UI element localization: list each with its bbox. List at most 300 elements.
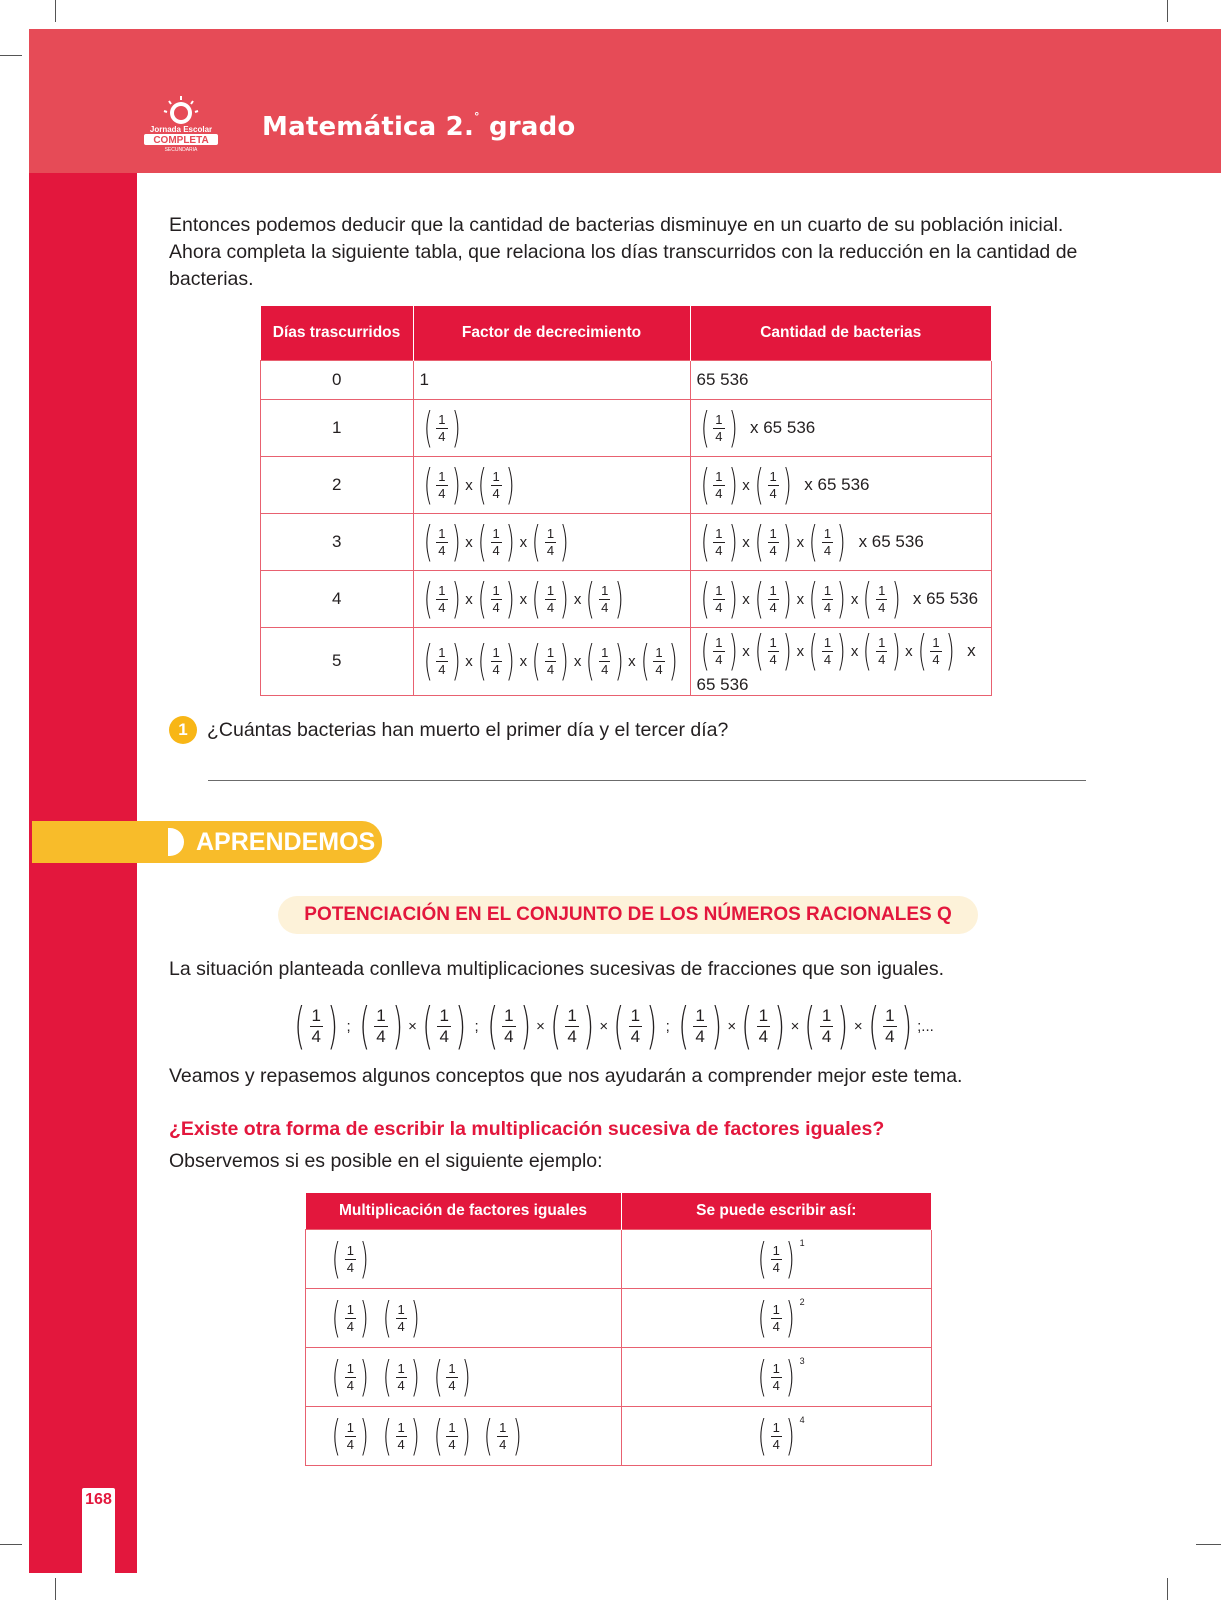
day-cell: 0 (261, 361, 414, 400)
page-title: Matemática 2.° grado (262, 110, 576, 142)
fraction (713, 469, 725, 502)
fraction-one-quarter (805, 628, 850, 674)
times-sign: x (573, 652, 582, 670)
numerator: 1 (769, 468, 777, 484)
left-paren: ( (423, 517, 433, 566)
multiplier-text: x 65 536 (908, 589, 979, 608)
fraction (770, 1361, 782, 1394)
fraction-one-quarter (754, 1295, 799, 1341)
fraction (713, 412, 725, 445)
multiplication-cell (306, 1407, 622, 1466)
right-paren: ) (360, 1234, 370, 1283)
fraction (544, 583, 556, 616)
left-paren: ( (640, 636, 650, 686)
fraction-chain (328, 1411, 531, 1460)
logo-icon (140, 94, 222, 154)
fraction-one-quarter (859, 628, 904, 674)
fraction-one-quarter (754, 1236, 799, 1282)
denominator: 4 (499, 1436, 507, 1452)
denominator: 4 (769, 485, 777, 501)
fraction (767, 635, 779, 668)
fraction-one-quarter (751, 462, 796, 508)
fraction (344, 1243, 356, 1276)
numerator: 1 (376, 1005, 386, 1025)
left-paren: ( (423, 636, 433, 686)
fraction (653, 645, 665, 678)
fraction-one-quarter (914, 628, 959, 674)
denominator: 4 (567, 1026, 577, 1046)
fraction-one-quarter (420, 519, 465, 565)
half-circle-icon (168, 828, 184, 856)
left-paren: ( (531, 574, 541, 623)
fraction-one-quarter (290, 997, 343, 1055)
fraction-one-quarter (751, 576, 796, 622)
left-paren: ( (423, 460, 433, 509)
left-paren: ( (808, 626, 818, 675)
fraction-one-quarter (328, 1413, 373, 1459)
fraction-chain (355, 997, 471, 1055)
topic-title: POTENCIACIÓN EN EL CONJUNTO DE LOS NÚMEROS RACIONALES Q (278, 896, 978, 934)
exponent: 4 (799, 1415, 805, 1425)
numerator: 1 (601, 582, 609, 598)
fraction (713, 526, 725, 559)
multiplication-cell (306, 1348, 622, 1407)
numerator: 1 (438, 468, 446, 484)
fraction-chain (328, 1293, 430, 1342)
right-paren: ) (900, 997, 912, 1055)
left-paren: ( (423, 403, 433, 452)
fraction-one-quarter (582, 576, 627, 622)
denominator: 4 (397, 1436, 405, 1452)
separator: ; (665, 1017, 670, 1035)
svg-text:SECUNDARIA: SECUNDARIA (164, 147, 198, 153)
left-paren: ( (700, 460, 710, 509)
table-row (261, 361, 992, 400)
multiplier-text: x 65 536 (745, 418, 816, 437)
page-tab (82, 1512, 115, 1573)
left-paren: ( (700, 626, 710, 675)
fraction (876, 583, 888, 616)
fraction-one-quarter (420, 638, 465, 684)
right-paren: ) (451, 517, 461, 566)
factor-cell (413, 571, 690, 628)
fraction-one-quarter (864, 997, 917, 1055)
denominator: 4 (438, 485, 446, 501)
denominator: 4 (346, 1259, 354, 1275)
left-paren: ( (678, 997, 689, 1055)
multiplier-text: x 65 536 (853, 532, 924, 551)
left-paren: ( (754, 460, 764, 509)
numerator: 1 (397, 1301, 405, 1317)
numerator: 1 (932, 634, 940, 650)
times-sign: × (599, 1017, 609, 1035)
left-paren: ( (331, 1352, 341, 1401)
right-paren: ) (728, 574, 738, 623)
right-paren: ) (614, 574, 624, 623)
fraction (490, 469, 502, 502)
fraction-one-quarter (420, 576, 465, 622)
right-paren: ) (837, 626, 847, 675)
right-paren: ) (410, 1352, 420, 1401)
right-paren: ) (360, 1352, 370, 1401)
fraction (883, 1006, 896, 1047)
table-row (261, 400, 992, 457)
denominator: 4 (715, 428, 723, 444)
times-sign: x (465, 590, 473, 608)
table-row (261, 628, 992, 696)
power-cell (621, 1348, 932, 1407)
fraction-one-quarter (379, 1295, 424, 1341)
left-paren: ( (863, 574, 873, 623)
fraction (344, 1420, 356, 1453)
fraction-chain (420, 403, 465, 452)
numerator: 1 (821, 1005, 832, 1025)
sidebar-band (29, 173, 137, 1573)
power-cell (621, 1230, 932, 1289)
left-paren: ( (531, 517, 541, 566)
right-paren: ) (360, 1293, 370, 1342)
denominator: 4 (448, 1377, 456, 1393)
power-cell (621, 1289, 932, 1348)
fraction (767, 583, 779, 616)
denominator: 4 (546, 542, 555, 558)
day-cell: 1 (261, 400, 414, 457)
separator: ; (474, 1017, 479, 1035)
numerator: 1 (715, 582, 723, 598)
fraction (821, 526, 833, 559)
left-paren: ( (863, 626, 873, 675)
left-paren: ( (433, 1411, 443, 1460)
numerator: 1 (772, 1360, 780, 1376)
numerator: 1 (492, 468, 500, 484)
numerator: 1 (346, 1419, 354, 1435)
fraction (490, 583, 502, 616)
right-paren: ) (455, 997, 467, 1055)
right-paren: ) (410, 1411, 420, 1460)
fraction-one-quarter (697, 576, 742, 622)
denominator: 4 (504, 1026, 514, 1046)
multiplication-cell (306, 1289, 622, 1348)
numerator: 1 (630, 1005, 641, 1025)
left-paren: ( (613, 997, 625, 1055)
fraction (310, 1006, 323, 1047)
times-sign: x (573, 590, 582, 608)
left-paren: ( (741, 997, 753, 1055)
fraction (767, 526, 779, 559)
times-sign: x (465, 476, 473, 494)
right-paren: ) (360, 1411, 370, 1460)
fraction-one-quarter (800, 997, 853, 1055)
numerator: 1 (823, 525, 832, 541)
left-paren: ( (331, 1411, 341, 1460)
page-number: 168 (82, 1488, 115, 1512)
fraction-one-quarter (582, 638, 627, 684)
times-sign: x (742, 590, 750, 608)
question-text: ¿Cuántas bacterias han muerto el primer día y el tercer día? (207, 718, 729, 741)
fraction-one-quarter (355, 997, 408, 1055)
times-sign: x (742, 476, 750, 494)
right-paren: ) (837, 574, 847, 623)
right-paren: ) (560, 574, 570, 623)
question-1 (169, 716, 728, 744)
fraction (436, 526, 448, 559)
svg-text:Jornada Escolar: Jornada Escolar (149, 125, 213, 134)
question-number-badge: 1 (169, 716, 197, 744)
fraction (599, 645, 611, 678)
fraction-one-quarter (379, 1354, 424, 1400)
numerator: 1 (567, 1005, 577, 1025)
fraction-one-quarter (859, 576, 904, 622)
numerator: 1 (655, 644, 663, 660)
numerator: 1 (492, 525, 500, 541)
left-paren: ( (917, 626, 927, 675)
table-header: Cantidad de bacterias (690, 306, 992, 361)
times-sign: x (796, 642, 805, 660)
denominator: 4 (823, 542, 832, 558)
left-paren: ( (331, 1293, 341, 1342)
table-header: Factor de decrecimiento (413, 306, 690, 361)
svg-text:COMPLETA: COMPLETA (153, 135, 209, 146)
right-paren: ) (505, 636, 515, 686)
fraction-one-quarter (420, 462, 465, 508)
intro-paragraph: Entonces podemos deducir que la cantidad de bacterias disminuye en un cuarto de su población inicial. Ahora completa la siguiente tabla, que relaciona los días transcurridos con la reducción en la cantidad de bacterias. (169, 214, 1078, 290)
fraction-chain (483, 997, 662, 1055)
multiplication-cell (306, 1230, 622, 1289)
fraction (436, 412, 448, 445)
fraction-one-quarter (697, 628, 742, 674)
left-paren: ( (754, 626, 764, 675)
fraction-chain (328, 1234, 379, 1283)
answer-line[interactable] (208, 780, 1086, 781)
right-paren: ) (646, 997, 658, 1055)
day-cell: 5 (261, 628, 414, 696)
fraction (629, 1006, 642, 1047)
numerator: 1 (823, 634, 832, 650)
times-sign: × (536, 1017, 545, 1035)
fraction-one-quarter (430, 1413, 475, 1459)
right-paren: ) (837, 517, 847, 566)
fraction-one-quarter (609, 997, 662, 1055)
denominator: 4 (885, 1026, 895, 1046)
left-paren: ( (700, 574, 710, 623)
numerator: 1 (823, 582, 832, 598)
left-paren: ( (700, 403, 710, 452)
numerator: 1 (715, 468, 723, 484)
fraction (693, 1006, 706, 1047)
fraction-one-quarter (483, 997, 536, 1055)
times-sign: x (465, 533, 473, 551)
times-sign: x (465, 652, 473, 670)
denominator: 4 (492, 599, 500, 615)
amount-cell (690, 400, 992, 457)
times-sign: × (408, 1017, 417, 1035)
fraction-one-quarter (328, 1236, 373, 1282)
left-paren: ( (433, 1352, 443, 1401)
numerator: 1 (772, 1419, 780, 1435)
denominator: 4 (438, 542, 446, 558)
right-paren: ) (505, 574, 515, 623)
numerator: 1 (878, 634, 886, 650)
denominator: 4 (823, 599, 832, 615)
right-paren: ) (891, 626, 901, 675)
right-paren: ) (451, 574, 461, 623)
left-paren: ( (757, 1411, 767, 1460)
right-paren: ) (785, 1234, 795, 1283)
denominator: 4 (695, 1026, 705, 1046)
times-sign: x (628, 652, 636, 670)
left-paren: ( (754, 517, 764, 566)
numerator: 1 (546, 644, 555, 660)
right-paren: ) (945, 626, 955, 675)
table-row (261, 571, 992, 628)
fraction-one-quarter (751, 628, 796, 674)
right-paren: ) (461, 1411, 471, 1460)
fraction-chain (420, 636, 682, 686)
left-paren: ( (757, 1293, 767, 1342)
fraction-one-quarter (328, 1354, 373, 1400)
power-expression (754, 1293, 805, 1342)
fraction-one-quarter (528, 576, 573, 622)
fraction-one-quarter (474, 462, 519, 508)
right-paren: ) (451, 403, 461, 452)
amount-cell (690, 571, 992, 628)
denominator: 4 (823, 651, 832, 667)
denominator: 4 (438, 599, 446, 615)
left-paren: ( (700, 517, 710, 566)
fraction-one-quarter (480, 1413, 525, 1459)
numerator: 1 (438, 411, 446, 427)
power-expression (754, 1352, 805, 1401)
left-paren: ( (382, 1352, 392, 1401)
fraction-one-quarter (430, 1354, 475, 1400)
times-sign: x (742, 533, 750, 551)
right-paren: ) (614, 636, 624, 686)
numerator: 1 (346, 1242, 354, 1258)
denominator: 4 (655, 661, 663, 677)
fraction (821, 635, 833, 668)
left-paren: ( (586, 574, 596, 623)
right-paren: ) (728, 403, 738, 452)
right-paren: ) (461, 1352, 471, 1401)
fraction-one-quarter (328, 1295, 373, 1341)
fraction-one-quarter (751, 519, 796, 565)
right-paren: ) (782, 460, 792, 509)
denominator: 4 (439, 1026, 449, 1046)
left-paren: ( (382, 1293, 392, 1342)
fraction (395, 1361, 407, 1394)
denominator: 4 (758, 1026, 769, 1046)
times-sign: x (519, 533, 528, 551)
fraction (713, 635, 725, 668)
denominator: 4 (769, 599, 777, 615)
table-row (261, 457, 992, 514)
factor-cell (413, 400, 690, 457)
fraction (821, 583, 833, 616)
right-paren: ) (891, 574, 901, 623)
fraction (770, 1302, 782, 1335)
left-paren: ( (808, 574, 818, 623)
numerator: 1 (448, 1419, 456, 1435)
numerator: 1 (715, 411, 723, 427)
fraction (374, 1006, 387, 1047)
denominator: 4 (448, 1436, 456, 1452)
left-paren: ( (804, 997, 816, 1055)
left-paren: ( (294, 997, 306, 1055)
fraction (490, 526, 502, 559)
denominator: 4 (376, 1026, 386, 1046)
fraction-series (290, 997, 935, 1055)
fraction-one-quarter (697, 405, 742, 451)
fraction (497, 1420, 509, 1453)
denominator: 4 (346, 1318, 354, 1334)
fraction (395, 1302, 407, 1335)
fraction-one-quarter (737, 997, 790, 1055)
crop-mark (1167, 0, 1168, 22)
numerator: 1 (492, 582, 500, 598)
fraction-one-quarter (379, 1413, 424, 1459)
table-header: Se puede escribir así: (621, 1193, 932, 1230)
fraction-chain (697, 403, 742, 452)
numerator: 1 (438, 525, 446, 541)
numerator: 1 (397, 1419, 405, 1435)
numerator: 1 (878, 582, 886, 598)
right-paren: ) (785, 1411, 795, 1460)
numerator: 1 (769, 582, 777, 598)
denominator: 4 (715, 651, 723, 667)
table-row (306, 1348, 932, 1407)
numerator: 1 (492, 644, 500, 660)
denominator: 4 (492, 661, 500, 677)
crop-mark (1167, 1578, 1168, 1600)
denominator: 4 (715, 599, 723, 615)
amount-cell (690, 457, 992, 514)
times-sign: × (853, 1017, 863, 1035)
fraction-one-quarter (474, 576, 519, 622)
left-paren: ( (757, 1352, 767, 1401)
right-paren: ) (774, 997, 786, 1055)
multiplier-text: x 65 536 (696, 641, 976, 694)
denominator: 4 (821, 1026, 832, 1046)
denominator: 4 (311, 1026, 321, 1046)
right-paren: ) (560, 517, 570, 566)
paragraph-review: Veamos y repasemos algunos conceptos que nos ayudarán a comprender mejor este tema. (169, 1065, 963, 1087)
exponent: 1 (799, 1238, 805, 1248)
numerator: 1 (438, 582, 446, 598)
numerator: 1 (439, 1005, 449, 1025)
left-paren: ( (359, 997, 370, 1055)
table-row (306, 1230, 932, 1289)
numerator: 1 (499, 1419, 507, 1435)
fraction (436, 469, 448, 502)
fraction-one-quarter (637, 638, 682, 684)
right-paren: ) (512, 1411, 522, 1460)
right-paren: ) (728, 626, 738, 675)
fraction-one-quarter (420, 405, 465, 451)
denominator: 4 (769, 542, 777, 558)
table-row (306, 1289, 932, 1348)
fraction-chain (697, 460, 796, 509)
fraction-one-quarter (697, 462, 742, 508)
fraction-one-quarter (805, 519, 850, 565)
denominator: 4 (769, 651, 777, 667)
left-paren: ( (868, 997, 879, 1055)
fraction (767, 469, 779, 502)
times-sign: x (796, 590, 805, 608)
fraction (502, 1006, 515, 1047)
numerator: 1 (772, 1301, 780, 1317)
day-cell: 2 (261, 457, 414, 514)
paragraph-situation: La situación planteada conlleva multiplicaciones sucesivas de fracciones que son iguales. (169, 958, 945, 980)
